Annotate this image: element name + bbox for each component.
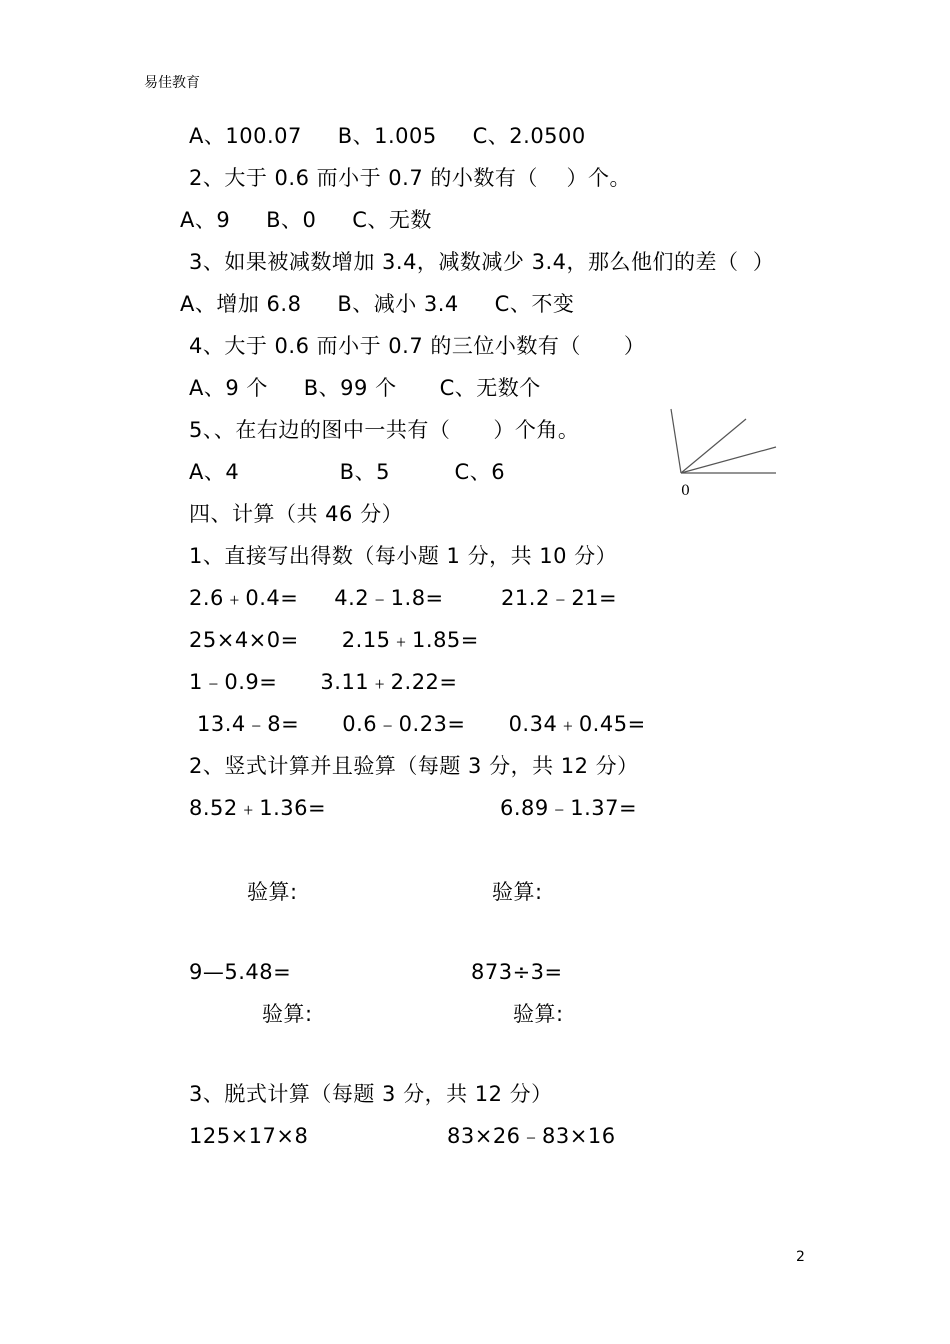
angle-vertex-label: 0 [681, 483, 690, 499]
angle-ray-middle [681, 447, 776, 473]
step-calc-2: 83×26﹣83×16 [447, 1124, 616, 1148]
calc-row-3: 1﹣0.9= 3.11﹢2.22= [189, 670, 458, 694]
q3-options: A、增加 6.8 B、减小 3.4 C、不变 [180, 292, 575, 316]
calc-row-1: 2.6﹢0.4= 4.2﹣1.8= 21.2﹣21= [189, 586, 618, 610]
calc-row-2: 25×4×0= 2.15﹢1.85= [189, 628, 479, 652]
angle-figure [660, 400, 790, 505]
check-label-3: 验算: [262, 1002, 313, 1026]
part3-title: 3、脱式计算（每题 3 分，共 12 分） [189, 1082, 553, 1106]
q2-options: A、9 B、0 C、无数 [180, 208, 432, 232]
angle-ray-vertical [671, 409, 681, 473]
q4-text: 4、大于 0.6 而小于 0.7 的三位小数有（ ） [189, 334, 646, 358]
vertical-calc-3: 9—5.48= [189, 960, 292, 984]
check-label-2: 验算: [492, 880, 543, 904]
q3-text: 3、如果被减数增加 3.4，减数减少 3.4，那么他们的差（ ） [189, 250, 775, 274]
q2-text: 2、大于 0.6 而小于 0.7 的小数有（ ）个。 [189, 166, 632, 190]
vertical-calc-2: 6.89﹣1.37= [500, 796, 638, 820]
step-calc-1: 125×17×8 [189, 1124, 309, 1148]
part1-title: 1、直接写出得数（每小题 1 分，共 10 分） [189, 544, 618, 568]
header-brand: 易佳教育 [144, 75, 200, 91]
check-label-1: 验算: [247, 880, 298, 904]
q1-options: A、100.07 B、1.005 C、2.0500 [189, 124, 586, 148]
section-four-title: 四、计算（共 46 分） [189, 502, 404, 526]
page-number: 2 [796, 1249, 805, 1265]
q5-options: A、4 B、5 C、6 [189, 460, 506, 484]
vertical-calc-4: 873÷3= [471, 960, 563, 984]
check-label-4: 验算: [513, 1002, 564, 1026]
angle-ray-upper [681, 419, 746, 473]
q5-text: 5、、在右边的图中一共有（ ）个角。 [189, 418, 580, 442]
part2-title: 2、竖式计算并且验算（每题 3 分，共 12 分） [189, 754, 639, 778]
q4-options: A、9 个 B、99 个 C、无数个 [189, 376, 541, 400]
calc-row-4: 13.4﹣8= 0.6﹣0.23= 0.34﹢0.45= [197, 712, 646, 736]
vertical-calc-1: 8.52﹢1.36= [189, 796, 327, 820]
